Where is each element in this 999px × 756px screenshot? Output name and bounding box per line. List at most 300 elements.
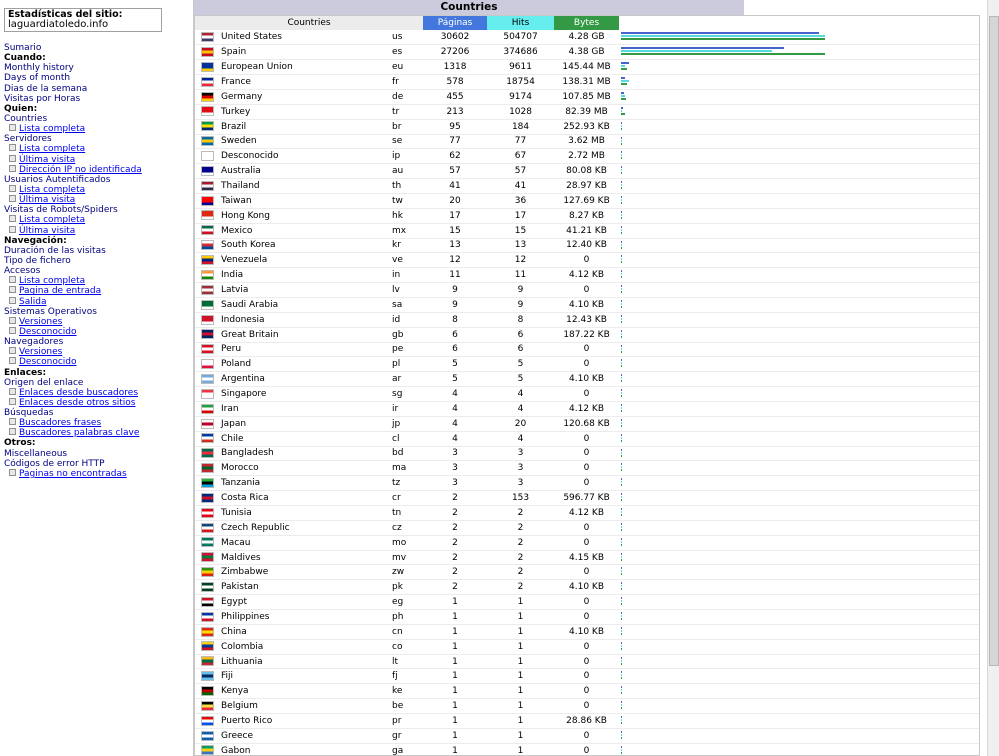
menu-item-link[interactable] <box>4 337 184 347</box>
pages-value: 2 <box>423 565 487 580</box>
menu-subitem-link[interactable] <box>4 327 184 337</box>
pages-value: 15 <box>423 223 487 238</box>
bytes-value: 0 <box>554 728 619 743</box>
menu-item-link[interactable] <box>4 134 184 144</box>
pages-bar <box>621 241 622 243</box>
country-code: pr <box>389 714 423 729</box>
hits-value: 1028 <box>487 104 554 119</box>
menu-subitem-link[interactable] <box>4 347 184 357</box>
table-row <box>195 595 979 610</box>
hits-value: 1 <box>487 699 554 714</box>
pages-value: 12 <box>423 253 487 268</box>
country-name: Greece <box>219 728 389 743</box>
country-code: tw <box>389 193 423 208</box>
menu-item-link[interactable] <box>4 449 184 459</box>
country-name: France <box>219 75 389 90</box>
table-row <box>195 134 979 149</box>
table-row <box>195 45 979 60</box>
menu-link-label[interactable]: Salida <box>19 296 47 307</box>
bytes-value: 4.10 KB <box>554 580 619 595</box>
menu-subitem-link[interactable] <box>4 155 184 165</box>
country-code: ke <box>389 684 423 699</box>
menu-item-link[interactable] <box>4 94 184 104</box>
country-name: Sweden <box>219 134 389 149</box>
menu-link-label[interactable]: Paginas no encontradas <box>19 468 127 479</box>
pages-bar <box>621 463 622 465</box>
hits-value: 1 <box>487 595 554 610</box>
hits-value: 2 <box>487 520 554 535</box>
menu-subitem-link[interactable] <box>4 357 184 367</box>
menu-link-label[interactable]: Origen del enlace <box>4 377 84 388</box>
menu-subitem-link[interactable] <box>4 144 184 154</box>
menu-link-label[interactable]: Dirección IP no identificada <box>19 164 142 175</box>
hits-bar <box>621 392 622 394</box>
menu-link-label[interactable]: Desconocido <box>19 357 77 368</box>
menu-subitem-link[interactable] <box>4 388 184 398</box>
bytes-value: 4.10 KB <box>554 297 619 312</box>
hits-bar <box>621 288 622 290</box>
bytes-bar <box>621 187 622 189</box>
bytes-bar <box>621 306 622 308</box>
country-code: mo <box>389 535 423 550</box>
table-row <box>195 30 979 45</box>
flag-cell <box>195 446 219 461</box>
column-header-bytes: Bytes <box>554 16 619 30</box>
country-name: Tunisia <box>219 506 389 521</box>
bytes-bar <box>621 588 622 590</box>
pages-bar <box>621 419 622 421</box>
country-code: sg <box>389 387 423 402</box>
pages-bar <box>621 270 622 272</box>
menu-item-link[interactable] <box>4 175 184 185</box>
flag-cell <box>195 119 219 134</box>
bytes-value: 0 <box>554 520 619 535</box>
bars-cell <box>619 134 979 149</box>
pages-value: 6 <box>423 342 487 357</box>
menu-subitem-link[interactable] <box>4 469 184 479</box>
bytes-bar <box>621 351 622 353</box>
bytes-value: 4.12 KB <box>554 268 619 283</box>
bytes-bar <box>621 737 622 739</box>
menu-link-label[interactable]: Tipo de fichero <box>4 255 71 266</box>
bars-cell <box>619 387 979 402</box>
flag-cell <box>195 714 219 729</box>
menu-item-link[interactable] <box>4 256 184 266</box>
bytes-value: 107.85 MB <box>554 89 619 104</box>
hits-value: 4 <box>487 431 554 446</box>
menu-link-label[interactable]: Navegadores <box>4 337 64 348</box>
flag-cell <box>195 30 219 45</box>
bytes-value: 4.10 KB <box>554 372 619 387</box>
menu-subitem-link[interactable] <box>4 286 184 296</box>
co-flag-icon <box>201 641 214 651</box>
pages-bar <box>621 374 622 376</box>
menu-item-link[interactable] <box>4 246 184 256</box>
menu-item-link[interactable] <box>4 43 184 53</box>
gr-flag-icon <box>201 731 214 741</box>
menu-link-label[interactable]: Duración de las visitas <box>4 245 106 256</box>
pages-bar <box>621 404 622 406</box>
hits-value: 9 <box>487 283 554 298</box>
hits-bar <box>621 422 622 424</box>
bytes-value: 0 <box>554 476 619 491</box>
country-name: Macau <box>219 535 389 550</box>
ir-flag-icon <box>201 404 214 414</box>
country-name: Bangladesh <box>219 446 389 461</box>
menu-link-label[interactable]: Enlaces desde otros sitios <box>19 397 136 408</box>
hits-value: 18754 <box>487 75 554 90</box>
menu-heading-label: Enlaces: <box>4 367 47 378</box>
hits-bar <box>621 452 622 454</box>
pages-value: 1 <box>423 743 487 756</box>
bytes-bar <box>621 618 622 620</box>
flag-cell <box>195 639 219 654</box>
bytes-bar <box>621 395 622 397</box>
table-row <box>195 253 979 268</box>
bytes-value: 12.40 KB <box>554 238 619 253</box>
flag-cell <box>195 283 219 298</box>
hits-bar <box>621 303 622 305</box>
menu-subitem-link[interactable] <box>4 124 184 134</box>
bytes-value: 4.10 KB <box>554 624 619 639</box>
hits-bar <box>621 437 622 439</box>
menu-link-label[interactable]: Lista completa <box>19 144 86 155</box>
menu-link-label[interactable]: Days of month <box>4 73 71 84</box>
menu-subitem-link[interactable] <box>4 226 184 236</box>
bytes-value: 8.27 KB <box>554 208 619 223</box>
menu-link-label[interactable]: Visitas de Robots/Spiders <box>4 205 118 216</box>
bars-cell <box>619 75 979 90</box>
menu-link-label[interactable]: Códigos de error HTTP <box>4 458 105 469</box>
bars-cell <box>619 268 979 283</box>
bytes-value: 4.28 GB <box>554 30 619 45</box>
flag-cell <box>195 223 219 238</box>
pages-bar <box>621 122 622 124</box>
bytes-value: 12.43 KB <box>554 312 619 327</box>
menu-link-label[interactable]: Accesos <box>4 266 41 277</box>
bytes-value: 80.08 KB <box>554 164 619 179</box>
flag-cell <box>195 669 219 684</box>
bytes-value: 0 <box>554 669 619 684</box>
bars-cell <box>619 45 979 60</box>
menu-subitem-link[interactable] <box>4 398 184 408</box>
menu-item-link[interactable] <box>4 205 184 215</box>
subitem-bullet-icon <box>9 144 16 151</box>
country-code: us <box>389 30 423 45</box>
sg-flag-icon <box>201 389 214 399</box>
menu-subitem-link[interactable] <box>4 317 184 327</box>
bytes-bar <box>621 68 627 70</box>
pages-bar <box>621 181 622 183</box>
menu-subitem-link[interactable] <box>4 428 184 438</box>
menu-link-label[interactable]: Lista completa <box>19 215 86 226</box>
hits-bar <box>621 541 622 543</box>
menu-link-label[interactable]: Última visita <box>19 225 76 236</box>
country-name: Philippines <box>219 610 389 625</box>
hits-value: 9611 <box>487 60 554 75</box>
menu-list <box>4 43 184 479</box>
menu-link-label[interactable]: Buscadores palabras clave <box>19 428 140 439</box>
bytes-value: 0 <box>554 565 619 580</box>
menu-link-label[interactable]: Desconocido <box>19 326 77 337</box>
flag-cell <box>195 268 219 283</box>
menu-section-heading <box>4 438 184 448</box>
bytes-bar <box>621 544 622 546</box>
menu-subitem-link[interactable] <box>4 165 184 175</box>
menu-link-label[interactable]: Pagina de entrada <box>19 286 102 297</box>
menu-heading-label: Otros: <box>4 438 36 449</box>
ma-flag-icon <box>201 463 214 473</box>
hk-flag-icon <box>201 210 214 220</box>
bytes-bar <box>621 172 622 174</box>
pages-bar <box>621 701 622 703</box>
pages-bar <box>621 597 622 599</box>
country-code: fr <box>389 75 423 90</box>
country-code: ip <box>389 149 423 164</box>
menu-link-label[interactable]: Buscadores frases <box>19 418 102 429</box>
menu-item-link[interactable] <box>4 459 184 469</box>
bytes-bar <box>621 202 622 204</box>
menu-item-link[interactable] <box>4 114 184 124</box>
bars-cell <box>619 149 979 164</box>
hits-bar <box>621 511 622 513</box>
flag-cell <box>195 372 219 387</box>
hits-bar <box>621 318 622 320</box>
hits-value: 17 <box>487 208 554 223</box>
bars-cell <box>619 253 979 268</box>
pages-bar <box>621 151 622 153</box>
table-row <box>195 75 979 90</box>
bytes-bar <box>621 633 622 635</box>
hits-value: 5 <box>487 357 554 372</box>
hits-bar <box>621 154 622 156</box>
menu-subitem-link[interactable] <box>4 215 184 225</box>
bars-cell <box>619 312 979 327</box>
ph-flag-icon <box>201 612 214 622</box>
country-code: mx <box>389 223 423 238</box>
bars-cell <box>619 283 979 298</box>
subitem-bullet-icon <box>9 286 16 293</box>
menu-link-label[interactable]: Countries <box>4 113 48 124</box>
menu-link-label[interactable]: Última visita <box>19 195 76 206</box>
pages-value: 213 <box>423 104 487 119</box>
menu-link-label[interactable]: Usuarios Autentificados <box>4 174 111 185</box>
hits-bar <box>621 481 622 483</box>
bars-cell <box>619 193 979 208</box>
country-code: bd <box>389 446 423 461</box>
country-code: ga <box>389 743 423 756</box>
table-row <box>195 714 979 729</box>
subitem-bullet-icon <box>9 357 16 364</box>
table-row <box>195 580 979 595</box>
menu-link-label[interactable]: Lista completa <box>19 124 86 135</box>
hits-value: 57 <box>487 164 554 179</box>
flag-cell <box>195 728 219 743</box>
table-row <box>195 669 979 684</box>
table-row <box>195 297 979 312</box>
pages-bar <box>621 359 622 361</box>
flag-cell <box>195 491 219 506</box>
flag-cell <box>195 461 219 476</box>
hits-value: 4 <box>487 401 554 416</box>
menu-item-link[interactable] <box>4 408 184 418</box>
bytes-bar <box>621 529 622 531</box>
menu-heading-label: Quien: <box>4 103 38 114</box>
hits-bar <box>621 570 622 572</box>
pk-flag-icon <box>201 582 214 592</box>
tw-flag-icon <box>201 196 214 206</box>
menu-link-label[interactable]: Miscellaneous <box>4 448 68 459</box>
menu-subitem-link[interactable] <box>4 276 184 286</box>
column-header-bars <box>619 16 979 30</box>
bytes-bar <box>621 291 622 293</box>
hits-value: 3 <box>487 461 554 476</box>
table-row <box>195 520 979 535</box>
menu-link-label[interactable]: Monthly history <box>4 63 74 74</box>
menu-item-link[interactable] <box>4 307 184 317</box>
bytes-value: 82.39 MB <box>554 104 619 119</box>
bytes-bar <box>621 514 622 516</box>
country-name: Maldives <box>219 550 389 565</box>
pages-value: 9 <box>423 283 487 298</box>
menu-item-link[interactable] <box>4 63 184 73</box>
flag-cell <box>195 699 219 714</box>
subitem-bullet-icon <box>9 317 16 324</box>
bars-cell <box>619 461 979 476</box>
bytes-bar <box>621 38 825 40</box>
flag-cell <box>195 610 219 625</box>
pages-value: 41 <box>423 179 487 194</box>
table-row <box>195 401 979 416</box>
pages-bar <box>621 107 623 109</box>
hits-bar <box>621 35 825 37</box>
scrollbar-thumb[interactable] <box>989 16 999 666</box>
country-code: fj <box>389 669 423 684</box>
subitem-bullet-icon <box>9 226 16 233</box>
country-name: Puerto Rico <box>219 714 389 729</box>
country-name: Belgium <box>219 699 389 714</box>
flag-cell <box>195 149 219 164</box>
menu-link-label[interactable]: Enlaces desde buscadores <box>19 387 139 398</box>
table-row <box>195 446 979 461</box>
hits-bar <box>621 630 622 632</box>
table-row <box>195 208 979 223</box>
hits-bar <box>621 184 622 186</box>
menu-subitem-link[interactable] <box>4 185 184 195</box>
pages-value: 1 <box>423 610 487 625</box>
bytes-value: 0 <box>554 684 619 699</box>
flag-cell <box>195 506 219 521</box>
flag-cell <box>195 550 219 565</box>
zw-flag-icon <box>201 567 214 577</box>
hits-bar <box>621 110 622 112</box>
bars-cell <box>619 506 979 521</box>
hits-value: 374686 <box>487 45 554 60</box>
table-row <box>195 342 979 357</box>
country-code: es <box>389 45 423 60</box>
subitem-bullet-icon <box>9 388 16 395</box>
country-code: tz <box>389 476 423 491</box>
menu-subitem-link[interactable] <box>4 418 184 428</box>
menu-link-label[interactable]: Dias de la semana <box>4 83 88 94</box>
bytes-bar <box>621 455 622 457</box>
pages-bar <box>621 434 622 436</box>
table-row <box>195 193 979 208</box>
vertical-scrollbar[interactable] <box>987 0 999 756</box>
tr-flag-icon <box>201 106 214 116</box>
menu-link-label[interactable]: Versiones <box>19 316 63 327</box>
country-name: Spain <box>219 45 389 60</box>
country-code: eu <box>389 60 423 75</box>
country-name: Brazil <box>219 119 389 134</box>
country-name: Thailand <box>219 179 389 194</box>
hits-value: 1 <box>487 610 554 625</box>
country-name: Chile <box>219 431 389 446</box>
table-row <box>195 565 979 580</box>
bars-cell <box>619 238 979 253</box>
hits-bar <box>621 496 622 498</box>
kr-flag-icon <box>201 240 214 250</box>
country-name: Fiji <box>219 669 389 684</box>
flag-cell <box>195 684 219 699</box>
bytes-bar <box>621 261 622 263</box>
menu-link-label[interactable]: Última visita <box>19 154 76 165</box>
hits-bar <box>621 80 629 82</box>
pages-bar <box>621 137 622 139</box>
menu-link-label[interactable]: Sistemas Operativos <box>4 306 97 317</box>
menu-item-link[interactable] <box>4 84 184 94</box>
country-code: ma <box>389 461 423 476</box>
menu-link-label[interactable]: Lista completa <box>19 276 86 287</box>
bars-cell <box>619 491 979 506</box>
cz-flag-icon <box>201 523 214 533</box>
country-code: de <box>389 89 423 104</box>
menu-link-label[interactable]: Búsquedas <box>4 408 54 419</box>
menu-item-link[interactable] <box>4 378 184 388</box>
flag-cell <box>195 387 219 402</box>
country-code: cz <box>389 520 423 535</box>
country-name: Mexico <box>219 223 389 238</box>
subitem-bullet-icon <box>9 195 16 202</box>
country-name: South Korea <box>219 238 389 253</box>
country-code: kr <box>389 238 423 253</box>
hits-value: 4 <box>487 387 554 402</box>
menu-subitem-link[interactable] <box>4 297 184 307</box>
column-header-pages: Páginas <box>423 16 487 30</box>
bytes-bar <box>621 663 622 665</box>
menu-link-label[interactable]: Servidores <box>4 134 52 145</box>
menu-subitem-link[interactable] <box>4 195 184 205</box>
bars-cell <box>619 565 979 580</box>
bytes-value: 4.12 KB <box>554 506 619 521</box>
menu-link-label[interactable]: Sumario <box>4 43 42 53</box>
menu-section-heading <box>4 104 184 114</box>
menu-item-link[interactable] <box>4 73 184 83</box>
bytes-value: 0 <box>554 461 619 476</box>
menu-item-link[interactable] <box>4 266 184 276</box>
menu-link-label[interactable]: Lista completa <box>19 184 86 195</box>
be-flag-icon <box>201 701 214 711</box>
country-code: ir <box>389 401 423 416</box>
country-name: Germany <box>219 89 389 104</box>
hits-value: 15 <box>487 223 554 238</box>
menu-link-label[interactable]: Visitas por Horas <box>4 93 81 104</box>
pages-bar <box>621 493 622 495</box>
country-code: cr <box>389 491 423 506</box>
flag-cell <box>195 45 219 60</box>
subitem-bullet-icon <box>9 297 16 304</box>
menu-link-label[interactable]: Versiones <box>19 347 63 358</box>
